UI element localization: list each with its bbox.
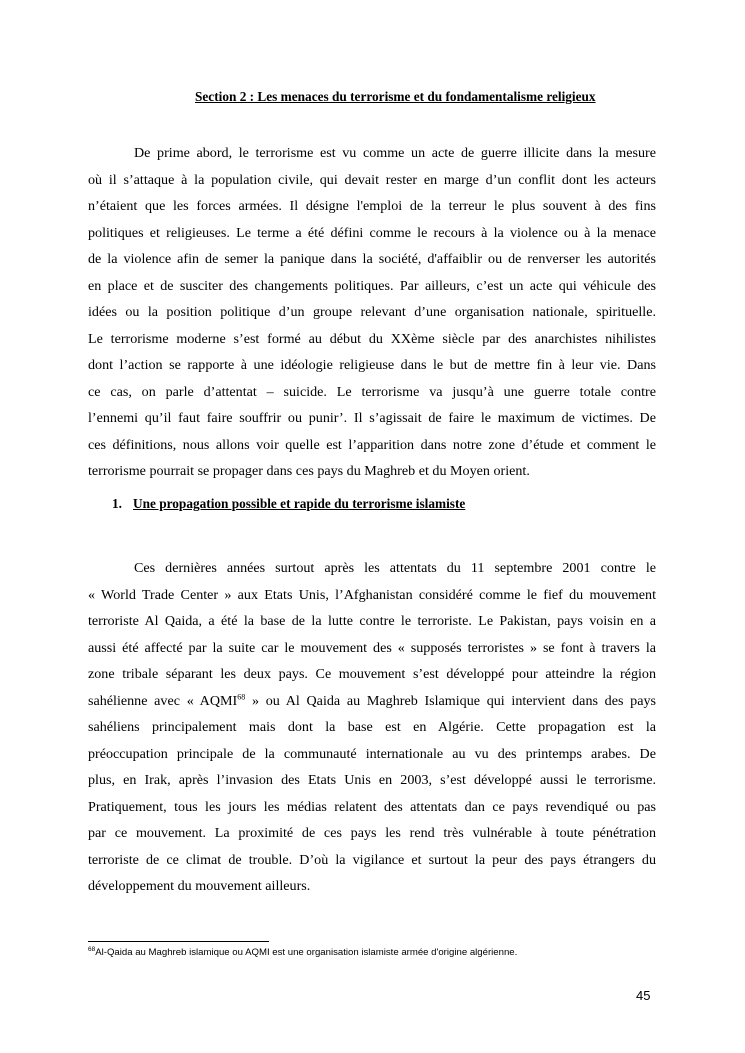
footnote-reference[interactable]: 68 (237, 691, 246, 701)
paragraph-line: idées ou la position politique d’un groupe relevant d’une organisation nationale, spirituelle. (88, 304, 656, 320)
paragraph-line: de la violence afin de semer la panique dans la société, d'affaiblir ou de renverser les autorités (88, 251, 656, 267)
paragraph-line: « World Trade Center » aux Etats Unis, l’Afghanistan considéré comme le fief du mouvement (88, 586, 656, 603)
subheading (112, 496, 465, 512)
paragraph-line: terrorisme pourrait se propager dans ces pays du Maghreb et du Moyen orient. (88, 463, 530, 479)
subheading-number: 1. (112, 496, 122, 511)
paragraph-line: préoccupation principale de la communauté internationale au vu des printemps arabes. De (88, 745, 656, 762)
paragraph-line: dont l’action se rapporte à une idéologie religieuse dans le but de mettre fin à leur vie. Dans (88, 357, 656, 373)
paragraph-line: l’ennemi qu’il faut faire souffrir ou punir’. Il s’agissait de faire le maximum de victimes. De (88, 410, 656, 426)
page-number: 45 (636, 988, 651, 1003)
footnote-text: Al-Qaida au Maghreb islamique ou AQMI est une organisation islamiste armée d'origine algérienne. (95, 947, 518, 958)
paragraph-line: Pratiquement, tous les jours les médias relatent des attentats dan ce pays revendiqué ou pas (88, 798, 656, 815)
paragraph-line: politiques et religieuses. Le terme a été défini comme le recours à la violence ou à la menace (88, 224, 656, 241)
subheading-text: Une propagation possible et rapide du terrorisme islamiste (133, 496, 466, 511)
paragraph-line: où il s’attaque à la population civile, qui devait rester en marge d’un conflit dont les acteurs (88, 171, 656, 188)
paragraph-line: plus, en Irak, après l’invasion des Etats Unis en 2003, s’est développé aussi le terrorisme. (88, 772, 656, 788)
paragraph-line: ce cas, on parle d’attentat – suicide. Le terrorisme va jusqu’à une guerre totale contre (88, 383, 656, 400)
paragraph-line: zone tribale séparant les deux pays. Ce mouvement s’est développé pour atteindre la région (88, 666, 656, 682)
footnote-separator (88, 941, 269, 942)
footnote (88, 947, 517, 958)
line-text-before: sahélienne avec « AQMI (88, 692, 238, 709)
paragraph-intro (88, 140, 656, 485)
paragraph-line: Ces dernières années surtout après les attentats du 11 septembre 2001 contre le (134, 560, 656, 576)
footnote-marker: 68 (88, 945, 96, 953)
paragraph-line: terroriste de ce climat de trouble. D’où la vigilance et surtout la peur des pays étrangers du (88, 851, 656, 868)
paragraph-line: développement du mouvement ailleurs. (88, 878, 311, 894)
paragraph-propagation (88, 555, 656, 900)
paragraph-line: en place et de susciter des changements politiques. Par ailleurs, c’est un acte qui véhicule des (88, 277, 656, 294)
paragraph-line: Le terrorisme moderne s’est formé au début du XXème siècle par des anarchistes nihilistes (88, 330, 656, 347)
paragraph-line: par ce mouvement. La proximité de ces pays les rend très vulnérable à toute pénétration (88, 825, 656, 841)
paragraph-line: ces définitions, nous allons voir quelle est l’apparition dans notre zone d’étude et comment le (88, 436, 656, 453)
paragraph-line: terroriste Al Qaida, a été la base de la lutte contre le terroriste. Le Pakistan, pays voisin en a (88, 613, 656, 629)
line-text-after: » ou Al Qaida au Maghreb Islamique qui intervient dans des pays (245, 692, 656, 709)
paragraph-line: De prime abord, le terrorisme est vu comme un acte de guerre illicite dans la mesure (134, 145, 656, 161)
paragraph-line: n’étaient que les forces armées. Il désigne l'emploi de la terreur le plus souvent à des fins (88, 198, 656, 214)
section-title: Section 2 : Les menaces du terrorisme et du fondamentalisme religieux (195, 89, 596, 104)
paragraph-line: aussi été affecté par la suite car le mouvement des « supposés terroristes » se font à travers la (88, 639, 656, 656)
paragraph-line-with-footnote-ref (88, 688, 656, 715)
paragraph-line: sahéliens principalement mais dont la base est en Algérie. Cette propagation est la (88, 719, 656, 735)
